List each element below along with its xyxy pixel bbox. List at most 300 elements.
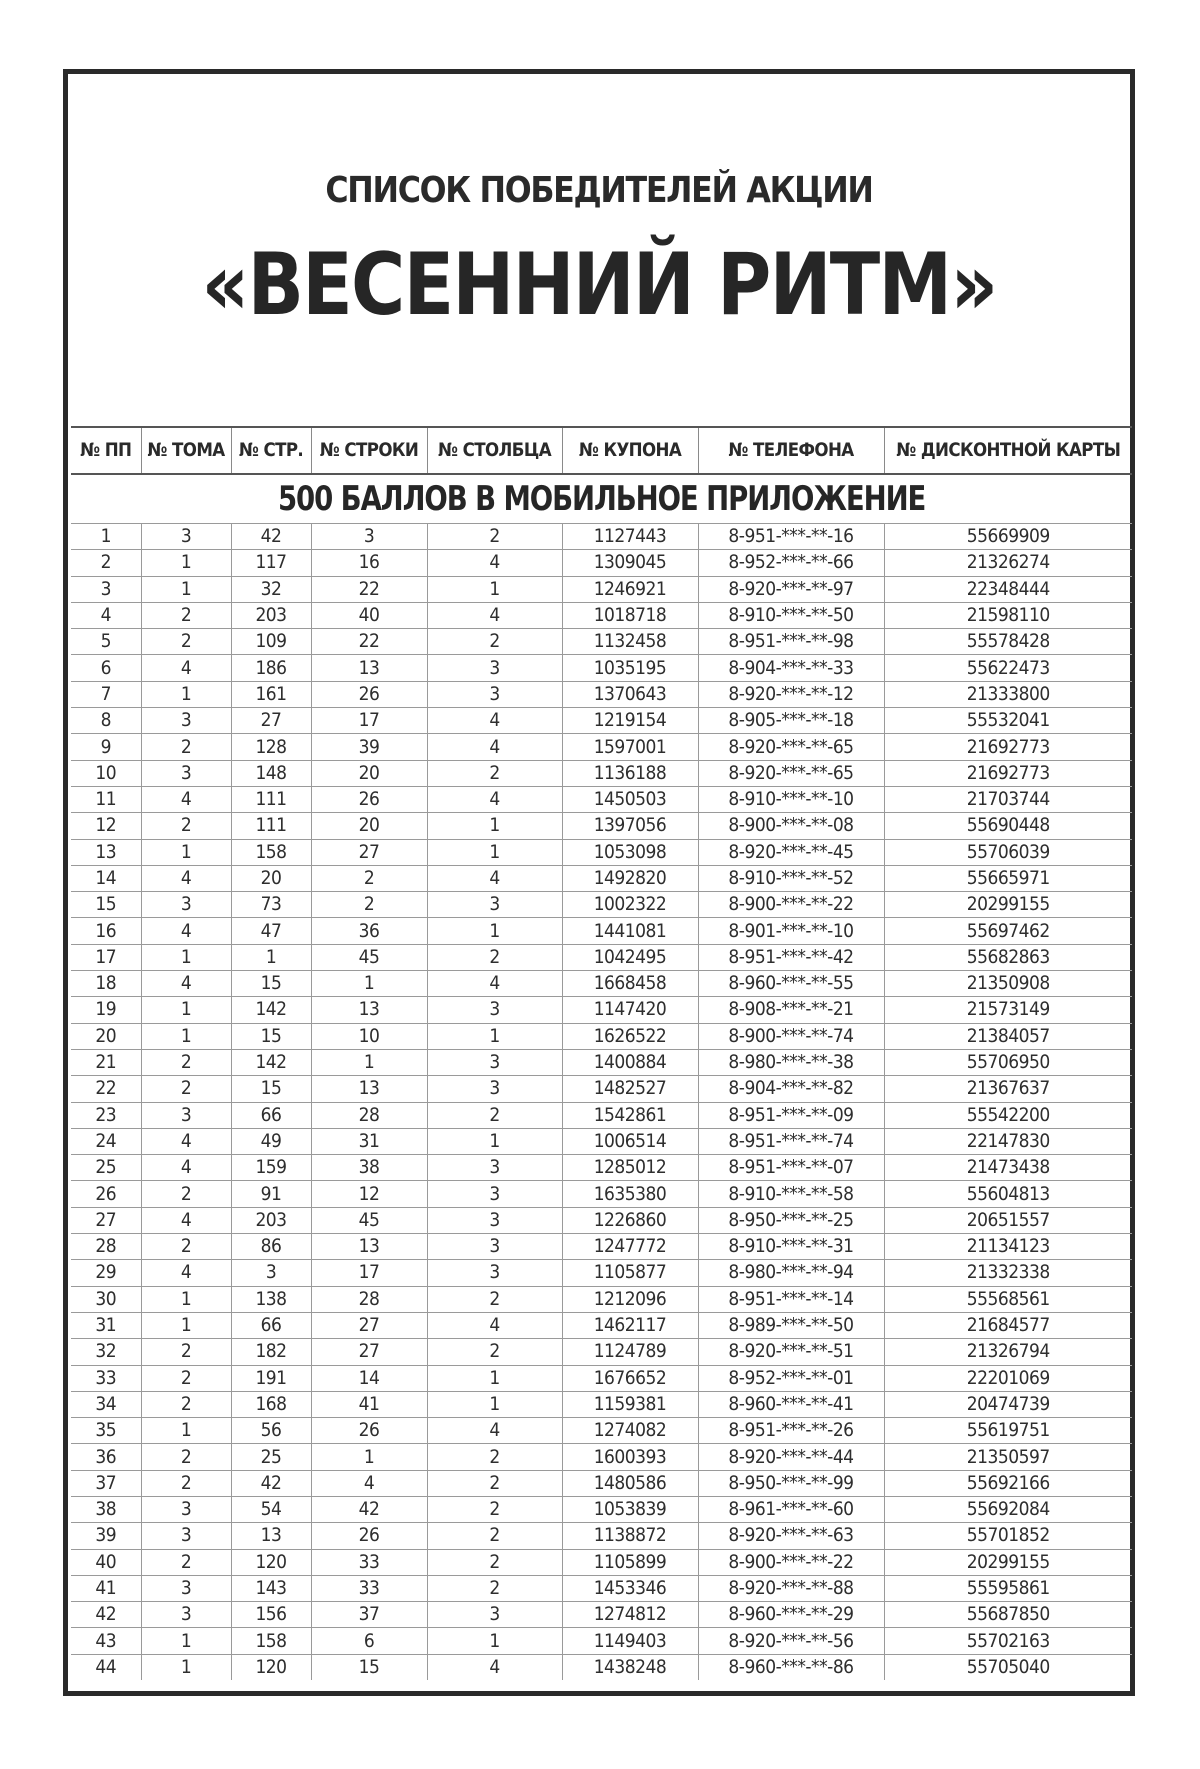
table-row [71,655,1132,681]
cell-column: 3 [427,892,562,918]
page-title: «ВЕСЕННИЙ РИТМ» [201,235,997,335]
cell-volume: 1 [141,839,231,865]
subtitle: СПИСОК ПОБЕДИТЕЛЕЙ АКЦИИ [325,170,873,211]
cell-coupon: 1149403 [562,1628,698,1654]
cell-line: 13 [311,1234,427,1260]
cell-volume: 1 [141,1654,231,1680]
table-row [71,1496,1132,1522]
cell-column: 3 [427,655,562,681]
cell-card: 55701852 [884,1523,1132,1549]
cell-line: 42 [311,1496,427,1522]
cell-coupon: 1274082 [562,1418,698,1444]
cell-card: 55669909 [884,524,1132,550]
cell-phone: 8-950-***-**-99 [698,1470,884,1496]
cell-phone: 8-961-***-**-60 [698,1496,884,1522]
cell-card: 55568561 [884,1286,1132,1312]
cell-card: 21692773 [884,734,1132,760]
cell-line: 4 [311,1470,427,1496]
cell-line: 13 [311,997,427,1023]
cell-card: 21332338 [884,1260,1132,1286]
cell-line: 28 [311,1102,427,1128]
table-row [71,1339,1132,1365]
cell-coupon: 1138872 [562,1523,698,1549]
cell-volume: 3 [141,1496,231,1522]
cell-phone: 8-900-***-**-22 [698,1549,884,1575]
cell-column: 4 [427,602,562,628]
cell-column: 2 [427,1286,562,1312]
cell-line: 22 [311,576,427,602]
cell-phone: 8-900-***-**-22 [698,892,884,918]
cell-page: 13 [231,1523,311,1549]
table-row [71,971,1132,997]
cell-line: 2 [311,865,427,891]
cell-line: 26 [311,681,427,707]
table-row [71,944,1132,970]
cell-page: 161 [231,681,311,707]
cell-phone: 8-920-***-**-97 [698,576,884,602]
cell-column: 4 [427,786,562,812]
cell-volume: 3 [141,524,231,550]
cell-column: 3 [427,1155,562,1181]
cell-volume: 1 [141,1312,231,1338]
cell-coupon: 1147420 [562,997,698,1023]
cell-card: 22201069 [884,1365,1132,1391]
cell-phone: 8-951-***-**-74 [698,1128,884,1154]
cell-card: 20299155 [884,1549,1132,1575]
cell-number: 21 [71,1049,141,1075]
cell-volume: 2 [141,1365,231,1391]
cell-page: 120 [231,1549,311,1575]
cell-volume: 1 [141,576,231,602]
cell-volume: 2 [141,734,231,760]
cell-card: 21326274 [884,550,1132,576]
cell-phone: 8-910-***-**-58 [698,1181,884,1207]
cell-page: 42 [231,524,311,550]
cell-number: 30 [71,1286,141,1312]
cell-column: 2 [427,629,562,655]
cell-column: 4 [427,550,562,576]
cell-line: 17 [311,708,427,734]
cell-column: 2 [427,1339,562,1365]
cell-card: 55665971 [884,865,1132,891]
cell-phone: 8-910-***-**-10 [698,786,884,812]
cell-page: 86 [231,1234,311,1260]
cell-line: 12 [311,1181,427,1207]
cell-card: 55542200 [884,1102,1132,1128]
cell-volume: 2 [141,1339,231,1365]
cell-number: 31 [71,1312,141,1338]
cell-card: 55687850 [884,1602,1132,1628]
cell-page: 111 [231,813,311,839]
cell-coupon: 1274812 [562,1602,698,1628]
cell-volume: 3 [141,1102,231,1128]
cell-column: 2 [427,1444,562,1470]
table-row [71,1444,1132,1470]
table-row [71,1523,1132,1549]
cell-page: 159 [231,1155,311,1181]
cell-line: 3 [311,524,427,550]
cell-coupon: 1018718 [562,602,698,628]
col-header-card: № ДИСКОНТНОЙ КАРТЫ [884,427,1132,474]
cell-card: 55690448 [884,813,1132,839]
cell-card: 21384057 [884,1023,1132,1049]
winners-table [71,426,1132,1680]
cell-volume: 1 [141,550,231,576]
cell-coupon: 1480586 [562,1470,698,1496]
cell-line: 39 [311,734,427,760]
cell-column: 1 [427,1628,562,1654]
cell-column: 4 [427,1654,562,1680]
cell-line: 16 [311,550,427,576]
cell-line: 33 [311,1575,427,1601]
cell-number: 4 [71,602,141,628]
cell-phone: 8-950-***-**-25 [698,1207,884,1233]
cell-coupon: 1132458 [562,629,698,655]
table-row [71,734,1132,760]
cell-column: 2 [427,944,562,970]
cell-line: 2 [311,892,427,918]
cell-page: 42 [231,1470,311,1496]
cell-line: 45 [311,1207,427,1233]
cell-phone: 8-951-***-**-07 [698,1155,884,1181]
cell-column: 2 [427,1523,562,1549]
cell-page: 128 [231,734,311,760]
cell-card: 55578428 [884,629,1132,655]
cell-card: 21598110 [884,602,1132,628]
cell-number: 28 [71,1234,141,1260]
cell-column: 3 [427,1049,562,1075]
cell-line: 13 [311,1076,427,1102]
cell-volume: 4 [141,1155,231,1181]
cell-volume: 4 [141,918,231,944]
cell-number: 6 [71,655,141,681]
cell-column: 3 [427,1207,562,1233]
cell-coupon: 1105877 [562,1260,698,1286]
table-row [71,1575,1132,1601]
cell-card: 55702163 [884,1628,1132,1654]
cell-number: 14 [71,865,141,891]
cell-page: 15 [231,1076,311,1102]
table-row [71,1023,1132,1049]
cell-page: 1 [231,944,311,970]
cell-card: 55622473 [884,655,1132,681]
cell-phone: 8-960-***-**-29 [698,1602,884,1628]
cell-card: 21350597 [884,1444,1132,1470]
cell-coupon: 1212096 [562,1286,698,1312]
cell-coupon: 1246921 [562,576,698,602]
cell-volume: 2 [141,1049,231,1075]
col-header-volume: № ТОМА [141,427,231,474]
cell-column: 4 [427,1418,562,1444]
cell-line: 1 [311,1444,427,1470]
cell-phone: 8-920-***-**-12 [698,681,884,707]
cell-page: 120 [231,1654,311,1680]
cell-page: 25 [231,1444,311,1470]
cell-coupon: 1462117 [562,1312,698,1338]
cell-volume: 2 [141,1549,231,1575]
section-row [71,474,1132,524]
cell-line: 37 [311,1602,427,1628]
col-header-phone: № ТЕЛЕФОНА [698,427,884,474]
cell-coupon: 1002322 [562,892,698,918]
cell-number: 8 [71,708,141,734]
cell-column: 3 [427,1234,562,1260]
cell-number: 9 [71,734,141,760]
cell-page: 73 [231,892,311,918]
cell-phone: 8-960-***-**-55 [698,971,884,997]
cell-page: 56 [231,1418,311,1444]
cell-number: 37 [71,1470,141,1496]
cell-phone: 8-920-***-**-63 [698,1523,884,1549]
cell-volume: 1 [141,1628,231,1654]
cell-column: 1 [427,839,562,865]
cell-number: 5 [71,629,141,655]
table-row [71,1128,1132,1154]
cell-number: 33 [71,1365,141,1391]
cell-card: 20651557 [884,1207,1132,1233]
cell-volume: 3 [141,1602,231,1628]
table-row [71,865,1132,891]
cell-line: 13 [311,655,427,681]
cell-phone: 8-980-***-**-38 [698,1049,884,1075]
table-row [71,1312,1132,1338]
cell-column: 1 [427,1023,562,1049]
cell-number: 35 [71,1418,141,1444]
cell-page: 91 [231,1181,311,1207]
cell-volume: 1 [141,944,231,970]
cell-card: 22147830 [884,1128,1132,1154]
cell-card: 21473438 [884,1155,1132,1181]
table-row [71,1628,1132,1654]
cell-column: 3 [427,1076,562,1102]
table-row [71,602,1132,628]
cell-coupon: 1453346 [562,1575,698,1601]
table-row [71,550,1132,576]
cell-column: 3 [427,997,562,1023]
cell-number: 40 [71,1549,141,1575]
cell-coupon: 1482527 [562,1076,698,1102]
cell-column: 4 [427,1312,562,1338]
cell-volume: 2 [141,1444,231,1470]
table-row [71,813,1132,839]
cell-page: 158 [231,839,311,865]
cell-number: 42 [71,1602,141,1628]
cell-coupon: 1676652 [562,1365,698,1391]
cell-card: 55697462 [884,918,1132,944]
table-row [71,1049,1132,1075]
cell-phone: 8-904-***-**-33 [698,655,884,681]
cell-number: 20 [71,1023,141,1049]
cell-page: 66 [231,1102,311,1128]
cell-volume: 3 [141,1575,231,1601]
cell-volume: 2 [141,629,231,655]
table-row [71,1076,1132,1102]
cell-volume: 2 [141,1076,231,1102]
cell-volume: 1 [141,681,231,707]
cell-coupon: 1597001 [562,734,698,760]
cell-phone: 8-920-***-**-65 [698,734,884,760]
cell-line: 27 [311,839,427,865]
cell-number: 44 [71,1654,141,1680]
cell-page: 15 [231,971,311,997]
cell-number: 11 [71,786,141,812]
cell-page: 32 [231,576,311,602]
cell-phone: 8-905-***-**-18 [698,708,884,734]
cell-page: 54 [231,1496,311,1522]
cell-phone: 8-910-***-**-52 [698,865,884,891]
cell-phone: 8-989-***-**-50 [698,1312,884,1338]
cell-page: 191 [231,1365,311,1391]
cell-page: 138 [231,1286,311,1312]
cell-page: 15 [231,1023,311,1049]
cell-card: 21350908 [884,971,1132,997]
cell-line: 27 [311,1312,427,1338]
cell-column: 1 [427,813,562,839]
table-row [71,1260,1132,1286]
cell-column: 4 [427,865,562,891]
cell-line: 45 [311,944,427,970]
cell-page: 142 [231,997,311,1023]
cell-page: 47 [231,918,311,944]
cell-page: 66 [231,1312,311,1338]
cell-phone: 8-920-***-**-51 [698,1339,884,1365]
cell-card: 21703744 [884,786,1132,812]
cell-line: 22 [311,629,427,655]
cell-column: 2 [427,1496,562,1522]
cell-column: 2 [427,524,562,550]
cell-number: 26 [71,1181,141,1207]
cell-line: 31 [311,1128,427,1154]
cell-coupon: 1626522 [562,1023,698,1049]
cell-coupon: 1035195 [562,655,698,681]
cell-phone: 8-952-***-**-01 [698,1365,884,1391]
table-row [71,1470,1132,1496]
cell-phone: 8-908-***-**-21 [698,997,884,1023]
cell-volume: 4 [141,1260,231,1286]
cell-coupon: 1309045 [562,550,698,576]
table-row [71,1418,1132,1444]
cell-volume: 4 [141,971,231,997]
cell-coupon: 1053839 [562,1496,698,1522]
cell-coupon: 1635380 [562,1181,698,1207]
cell-line: 33 [311,1549,427,1575]
cell-phone: 8-920-***-**-88 [698,1575,884,1601]
cell-phone: 8-951-***-**-09 [698,1102,884,1128]
cell-volume: 3 [141,708,231,734]
cell-volume: 3 [141,892,231,918]
cell-volume: 4 [141,786,231,812]
cell-coupon: 1438248 [562,1654,698,1680]
cell-volume: 2 [141,602,231,628]
table-row [71,1234,1132,1260]
cell-phone: 8-904-***-**-82 [698,1076,884,1102]
col-header-coupon: № КУПОНА [562,427,698,474]
cell-number: 32 [71,1339,141,1365]
cell-phone: 8-900-***-**-74 [698,1023,884,1049]
cell-card: 55595861 [884,1575,1132,1601]
table-row [71,629,1132,655]
table-row [71,1181,1132,1207]
cell-phone: 8-920-***-**-65 [698,760,884,786]
cell-column: 4 [427,734,562,760]
table-row [71,892,1132,918]
cell-coupon: 1136188 [562,760,698,786]
cell-phone: 8-980-***-**-94 [698,1260,884,1286]
table-row [71,1602,1132,1628]
cell-coupon: 1247772 [562,1234,698,1260]
cell-phone: 8-920-***-**-45 [698,839,884,865]
cell-column: 1 [427,1128,562,1154]
cell-number: 24 [71,1128,141,1154]
cell-line: 17 [311,1260,427,1286]
cell-line: 10 [311,1023,427,1049]
cell-line: 20 [311,760,427,786]
cell-phone: 8-901-***-**-10 [698,918,884,944]
cell-coupon: 1006514 [562,1128,698,1154]
cell-coupon: 1450503 [562,786,698,812]
cell-volume: 2 [141,1470,231,1496]
cell-page: 143 [231,1575,311,1601]
col-header-number: № ПП [71,427,141,474]
cell-number: 34 [71,1391,141,1417]
cell-column: 1 [427,1391,562,1417]
cell-card: 21692773 [884,760,1132,786]
cell-number: 38 [71,1496,141,1522]
cell-card: 22348444 [884,576,1132,602]
cell-line: 20 [311,813,427,839]
cell-page: 182 [231,1339,311,1365]
cell-line: 26 [311,1523,427,1549]
cell-line: 15 [311,1654,427,1680]
cell-number: 7 [71,681,141,707]
cell-volume: 2 [141,1181,231,1207]
cell-column: 4 [427,708,562,734]
cell-page: 203 [231,1207,311,1233]
cell-card: 55692084 [884,1496,1132,1522]
cell-volume: 3 [141,760,231,786]
cell-line: 28 [311,1286,427,1312]
cell-page: 148 [231,760,311,786]
cell-column: 2 [427,1575,562,1601]
cell-line: 1 [311,1049,427,1075]
cell-card: 21684577 [884,1312,1132,1338]
cell-phone: 8-910-***-**-31 [698,1234,884,1260]
table-row [71,1549,1132,1575]
cell-phone: 8-920-***-**-56 [698,1628,884,1654]
cell-number: 18 [71,971,141,997]
cell-volume: 2 [141,1391,231,1417]
cell-page: 203 [231,602,311,628]
cell-coupon: 1441081 [562,918,698,944]
table-header-row [71,427,1132,474]
cell-card: 21326794 [884,1339,1132,1365]
table-body [71,474,1132,1680]
cell-column: 1 [427,1365,562,1391]
table-row [71,997,1132,1023]
cell-coupon: 1219154 [562,708,698,734]
cell-line: 27 [311,1339,427,1365]
cell-coupon: 1042495 [562,944,698,970]
cell-coupon: 1124789 [562,1339,698,1365]
cell-line: 6 [311,1628,427,1654]
cell-coupon: 1159381 [562,1391,698,1417]
cell-card: 21333800 [884,681,1132,707]
cell-card: 21134123 [884,1234,1132,1260]
cell-page: 168 [231,1391,311,1417]
cell-coupon: 1105899 [562,1549,698,1575]
cell-number: 41 [71,1575,141,1601]
cell-page: 117 [231,550,311,576]
